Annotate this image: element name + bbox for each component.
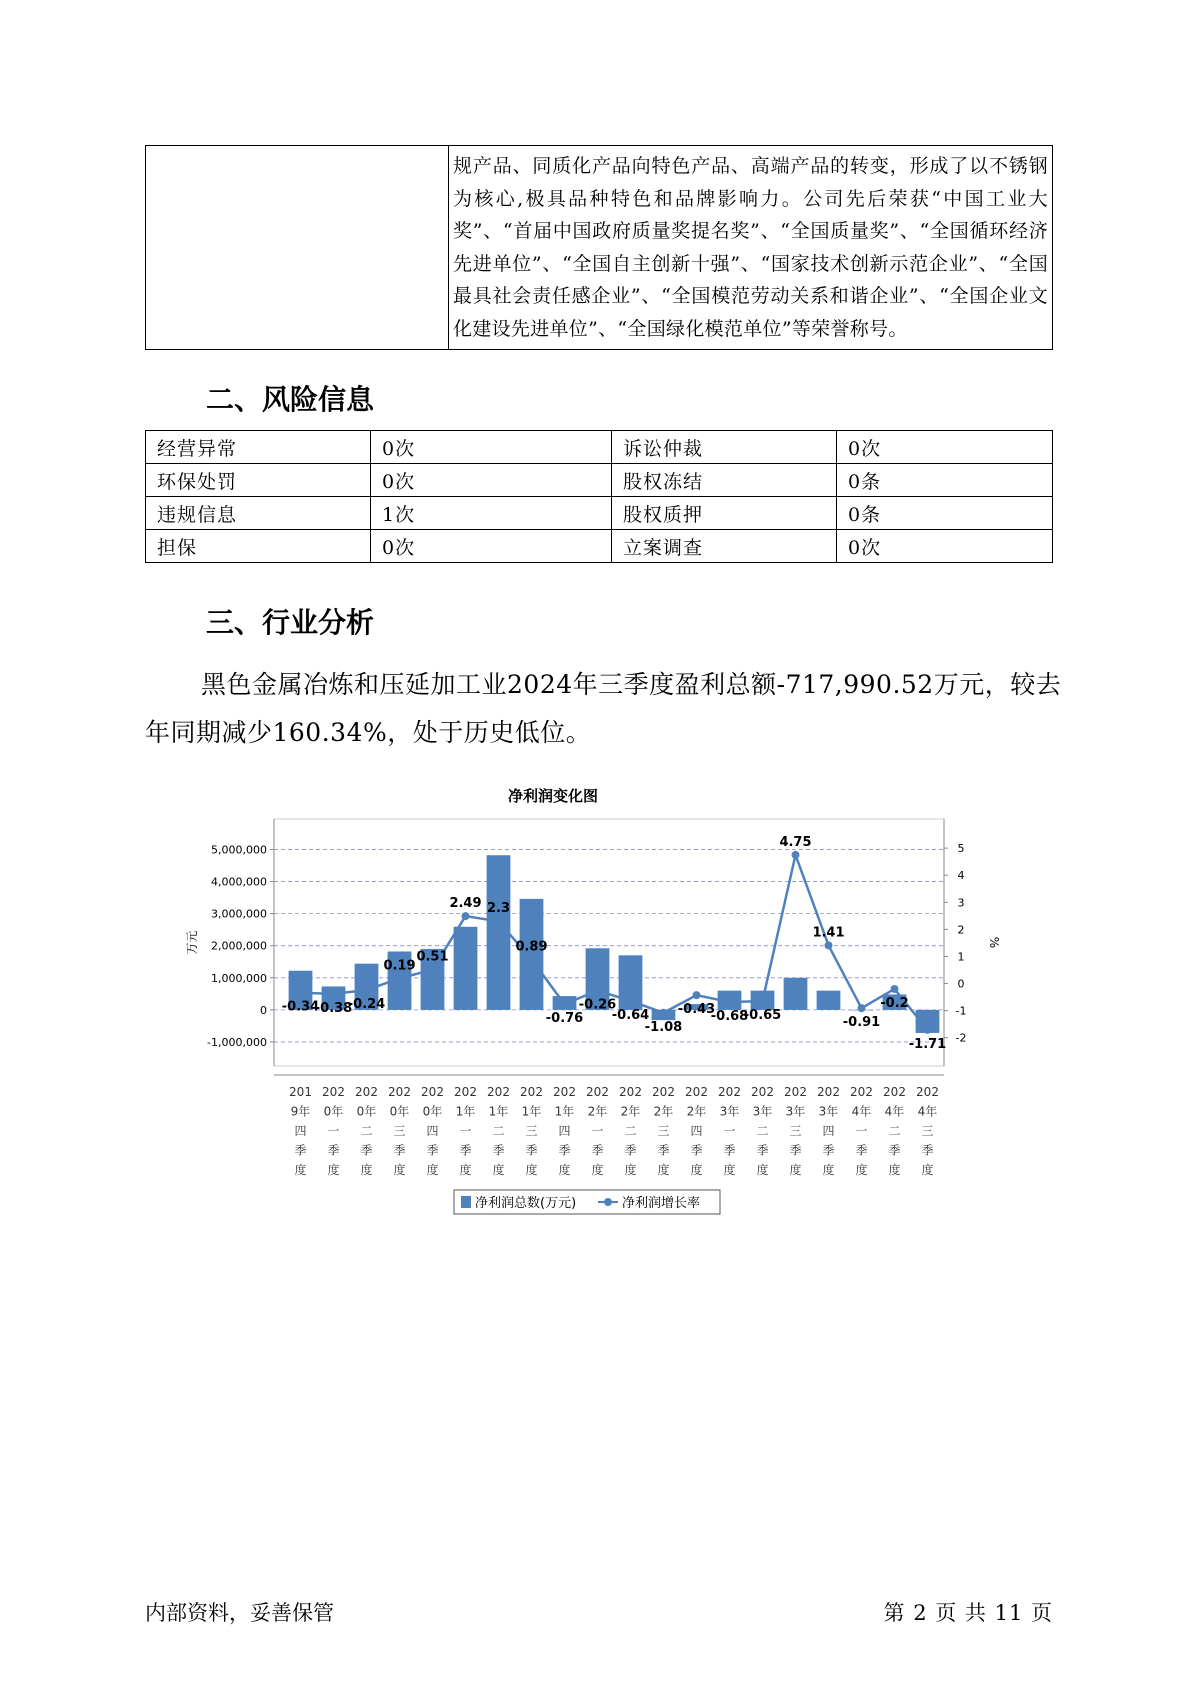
x-tick-label: 季 [558, 1143, 571, 1158]
data-label: 2.49 [449, 896, 482, 912]
bar [784, 978, 808, 1010]
x-tick-label: 1年 [488, 1104, 509, 1119]
x-tick-label: 4年 [851, 1104, 872, 1119]
risk-value: 0条 [837, 497, 1053, 530]
x-tick-label: 四 [822, 1124, 835, 1138]
x-tick-label: 三 [657, 1124, 670, 1138]
line-point [825, 941, 833, 949]
company-intro-table [145, 145, 1053, 350]
footer-confidential: 内部资料，妥善保管 [145, 1601, 334, 1625]
industry-analysis-text: 黑色金属冶炼和压延加工业2024年三季度盈利总额-717,990.52万元，较去年同期减少160.34%，处于历史低位。 [145, 670, 1062, 747]
x-tick-label: 季 [789, 1143, 802, 1158]
data-label: -0.91 [842, 1015, 881, 1031]
x-tick-label: 3年 [818, 1104, 839, 1119]
line-point [693, 991, 701, 999]
industry-analysis-paragraph [145, 661, 1065, 757]
x-tick-label: 季 [327, 1143, 340, 1158]
x-tick-label: 202 [850, 1085, 873, 1099]
x-tick-label: 度 [525, 1163, 538, 1177]
x-tick-label: 二 [888, 1124, 901, 1138]
x-tick-label: 度 [294, 1163, 307, 1177]
x-tick-label: 202 [916, 1085, 939, 1099]
data-label: -0.2 [880, 995, 909, 1011]
data-label: -1.71 [908, 1036, 947, 1052]
legend-bar-label: 净利润总数(万元) [475, 1196, 577, 1211]
x-tick-label: 1年 [521, 1104, 542, 1119]
line-point [924, 1026, 932, 1034]
data-label: 0.89 [515, 939, 548, 955]
x-tick-label: 202 [586, 1085, 609, 1099]
section-industry-title: 三、行业分析 [206, 606, 375, 639]
x-tick-label: 季 [492, 1143, 505, 1158]
y-left-tick-label: 1,000,000 [211, 971, 267, 985]
x-tick-label: 度 [723, 1163, 736, 1177]
line-point [726, 998, 734, 1006]
y-right-tick-label: 4 [957, 869, 965, 883]
y-left-tick-label: 4,000,000 [211, 875, 267, 889]
line-point [297, 989, 305, 997]
risk-label: 经营异常 [146, 431, 371, 464]
x-tick-label: 201 [289, 1085, 312, 1099]
x-tick-label: 季 [756, 1143, 769, 1158]
chart-title: 净利润变化图 [507, 787, 599, 805]
y-right-tick-label: 3 [957, 896, 965, 910]
x-tick-label: 度 [657, 1163, 670, 1177]
x-tick-label: 四 [294, 1124, 307, 1138]
x-tick-label: 2年 [620, 1104, 641, 1119]
x-tick-label: 度 [426, 1163, 439, 1177]
line-point [363, 986, 371, 994]
x-tick-label: 1年 [455, 1104, 476, 1119]
x-tick-label: 四 [426, 1124, 439, 1138]
x-tick-label: 0年 [323, 1104, 344, 1119]
risk-label: 环保处罚 [146, 464, 371, 497]
x-tick-label: 202 [784, 1085, 807, 1099]
x-tick-label: 度 [855, 1163, 868, 1177]
line-point [759, 997, 767, 1005]
x-tick-label: 度 [888, 1163, 901, 1177]
x-tick-label: 2年 [686, 1104, 707, 1119]
x-tick-label: 2年 [653, 1104, 674, 1119]
x-tick-label: 202 [454, 1085, 477, 1099]
line-point [891, 985, 899, 993]
data-label: 4.75 [779, 834, 812, 850]
x-tick-label: 202 [685, 1085, 708, 1099]
x-tick-label: 202 [421, 1085, 444, 1099]
risk-label: 违规信息 [146, 497, 371, 530]
line-point [627, 997, 635, 1005]
y-right-axis-label: % [987, 936, 1001, 949]
risk-info-table [145, 430, 1053, 563]
x-tick-label: 202 [718, 1085, 741, 1099]
x-tick-label: 度 [492, 1163, 505, 1177]
y-right-tick-label: 0 [957, 977, 965, 991]
y-right-tick-label: 1 [957, 950, 965, 964]
bar [454, 927, 478, 1010]
risk-value: 0次 [837, 431, 1053, 464]
risk-row [146, 464, 1053, 497]
x-tick-label: 季 [921, 1143, 934, 1158]
line-point [495, 917, 503, 925]
legend-bar-swatch [461, 1196, 471, 1208]
data-label: -0.24 [347, 997, 386, 1013]
x-tick-label: 202 [388, 1085, 411, 1099]
risk-value: 0次 [371, 530, 612, 563]
x-tick-label: 4年 [884, 1104, 905, 1119]
y-left-axis-label: 万元 [185, 930, 199, 955]
data-label: 2.3 [486, 901, 511, 917]
x-tick-label: 度 [624, 1163, 637, 1177]
line-point [330, 990, 338, 998]
x-tick-label: 四 [690, 1124, 703, 1138]
x-tick-label: 202 [652, 1085, 675, 1099]
x-tick-label: 季 [690, 1143, 703, 1158]
line-point [660, 1009, 668, 1017]
data-label: -0.76 [545, 1011, 584, 1027]
section-risk-title: 二、风险信息 [206, 383, 375, 416]
x-tick-label: 度 [789, 1163, 802, 1177]
x-tick-label: 1年 [554, 1104, 575, 1119]
data-label: -0.38 [314, 1000, 353, 1016]
x-tick-label: 一 [459, 1124, 472, 1138]
x-tick-label: 0年 [389, 1104, 410, 1119]
x-tick-label: 二 [624, 1124, 637, 1138]
legend-line-dot [604, 1198, 612, 1206]
line-point [792, 851, 800, 859]
risk-row [146, 530, 1053, 563]
risk-label: 担保 [146, 530, 371, 563]
x-tick-label: 四 [558, 1124, 571, 1138]
x-tick-label: 3年 [719, 1104, 740, 1119]
y-right-tick-label: 2 [957, 923, 965, 937]
data-label: 0.51 [416, 949, 449, 965]
x-tick-label: 3年 [785, 1104, 806, 1119]
risk-row [146, 431, 1053, 464]
line-point [561, 1000, 569, 1008]
risk-label: 股权冻结 [612, 464, 837, 497]
x-tick-label: 季 [393, 1143, 406, 1158]
x-tick-label: 202 [817, 1085, 840, 1099]
x-tick-label: 三 [921, 1124, 934, 1138]
x-tick-label: 季 [855, 1143, 868, 1158]
x-tick-label: 季 [360, 1143, 373, 1158]
intro-text: 规产品、同质化产品向特色产品、高端产品的转变，形成了以不锈钢为核心,极具品种特色和品牌影响力。公司先后荣获“中国工业大奖”、“首届中国政府质量奖提名奖”、“全国质量奖”、“全国循环经济先进单位”、“全国自主创新十强”、“国家技术创新示范企业”、“全国最具社会责任感企业”、“全国模范劳动关系和谐企业”、“全国企业文化建设先进单位”、“全国绿化模范单位”等荣誉称号。 [453, 155, 1048, 340]
x-tick-label: 202 [355, 1085, 378, 1099]
x-tick-label: 0年 [356, 1104, 377, 1119]
x-tick-label: 一 [591, 1124, 604, 1138]
line-point [594, 987, 602, 995]
footer-page-number: 第 2 页 共 11 页 [883, 1601, 1053, 1625]
y-right-tick-label: -1 [955, 1004, 967, 1018]
legend-line-label: 净利润增长率 [622, 1196, 701, 1211]
y-left-tick-label: 0 [260, 1003, 267, 1017]
intro-label-cell [146, 146, 449, 350]
x-tick-label: 三 [393, 1124, 406, 1138]
x-tick-label: 2年 [587, 1104, 608, 1119]
y-right-tick-label: -2 [955, 1031, 967, 1045]
data-label: 1.41 [812, 925, 845, 941]
line-point [429, 966, 437, 974]
x-tick-label: 3年 [752, 1104, 773, 1119]
risk-label: 诉讼仲裁 [612, 431, 837, 464]
data-label: -1.08 [644, 1019, 683, 1035]
x-tick-label: 季 [426, 1143, 439, 1158]
x-tick-label: 202 [322, 1085, 345, 1099]
x-tick-label: 202 [487, 1085, 510, 1099]
x-tick-label: 季 [723, 1143, 736, 1158]
x-tick-label: 度 [459, 1163, 472, 1177]
x-tick-label: 季 [822, 1143, 835, 1158]
x-tick-label: 9年 [290, 1104, 311, 1119]
x-tick-label: 202 [883, 1085, 906, 1099]
intro-content-cell [449, 146, 1053, 350]
x-tick-label: 4年 [917, 1104, 938, 1119]
x-tick-label: 0年 [422, 1104, 443, 1119]
data-label: -0.26 [578, 997, 617, 1013]
x-tick-label: 度 [558, 1163, 571, 1177]
data-label: -0.34 [281, 999, 320, 1015]
y-left-tick-label: 2,000,000 [211, 939, 267, 953]
x-tick-label: 度 [360, 1163, 373, 1177]
risk-row [146, 497, 1053, 530]
x-tick-label: 二 [360, 1124, 373, 1138]
x-tick-label: 季 [294, 1143, 307, 1158]
x-tick-label: 一 [327, 1124, 340, 1138]
x-tick-label: 度 [921, 1163, 934, 1177]
risk-value: 0次 [371, 431, 612, 464]
x-tick-label: 季 [459, 1143, 472, 1158]
line-point [396, 974, 404, 982]
data-label: -0.64 [611, 1007, 650, 1023]
x-tick-label: 季 [591, 1143, 604, 1158]
risk-label: 立案调查 [612, 530, 837, 563]
data-label: -0.65 [743, 1008, 782, 1024]
y-left-tick-label: 3,000,000 [211, 907, 267, 921]
x-tick-label: 度 [327, 1163, 340, 1177]
bar [817, 991, 841, 1010]
risk-value: 0次 [371, 464, 612, 497]
data-label: 0.19 [383, 958, 416, 974]
x-tick-label: 季 [888, 1143, 901, 1158]
line-point [528, 955, 536, 963]
x-tick-label: 三 [525, 1124, 538, 1138]
x-tick-label: 度 [822, 1163, 835, 1177]
x-tick-label: 季 [657, 1143, 670, 1158]
net-profit-chart [178, 775, 1001, 1235]
risk-value: 1次 [371, 497, 612, 530]
data-label: -0.43 [677, 1002, 716, 1018]
x-tick-label: 二 [756, 1124, 769, 1138]
risk-value: 0次 [837, 530, 1053, 563]
x-tick-label: 度 [591, 1163, 604, 1177]
y-left-tick-label: -1,000,000 [207, 1035, 267, 1049]
x-tick-label: 二 [492, 1124, 505, 1138]
x-tick-label: 一 [855, 1124, 868, 1138]
x-tick-label: 202 [751, 1085, 774, 1099]
x-tick-label: 202 [553, 1085, 576, 1099]
x-tick-label: 季 [624, 1143, 637, 1158]
risk-label: 股权质押 [612, 497, 837, 530]
risk-value: 0条 [837, 464, 1053, 497]
y-right-tick-label: 5 [957, 842, 965, 856]
x-tick-label: 202 [619, 1085, 642, 1099]
line-point [858, 1004, 866, 1012]
x-tick-label: 202 [520, 1085, 543, 1099]
x-tick-label: 季 [525, 1143, 538, 1158]
x-tick-label: 度 [393, 1163, 406, 1177]
x-tick-label: 三 [789, 1124, 802, 1138]
x-tick-label: 度 [756, 1163, 769, 1177]
line-point [462, 912, 470, 920]
x-tick-label: 度 [690, 1163, 703, 1177]
data-label: -0.68 [710, 1008, 749, 1024]
y-left-tick-label: 5,000,000 [211, 843, 267, 857]
x-tick-label: 一 [723, 1124, 736, 1138]
